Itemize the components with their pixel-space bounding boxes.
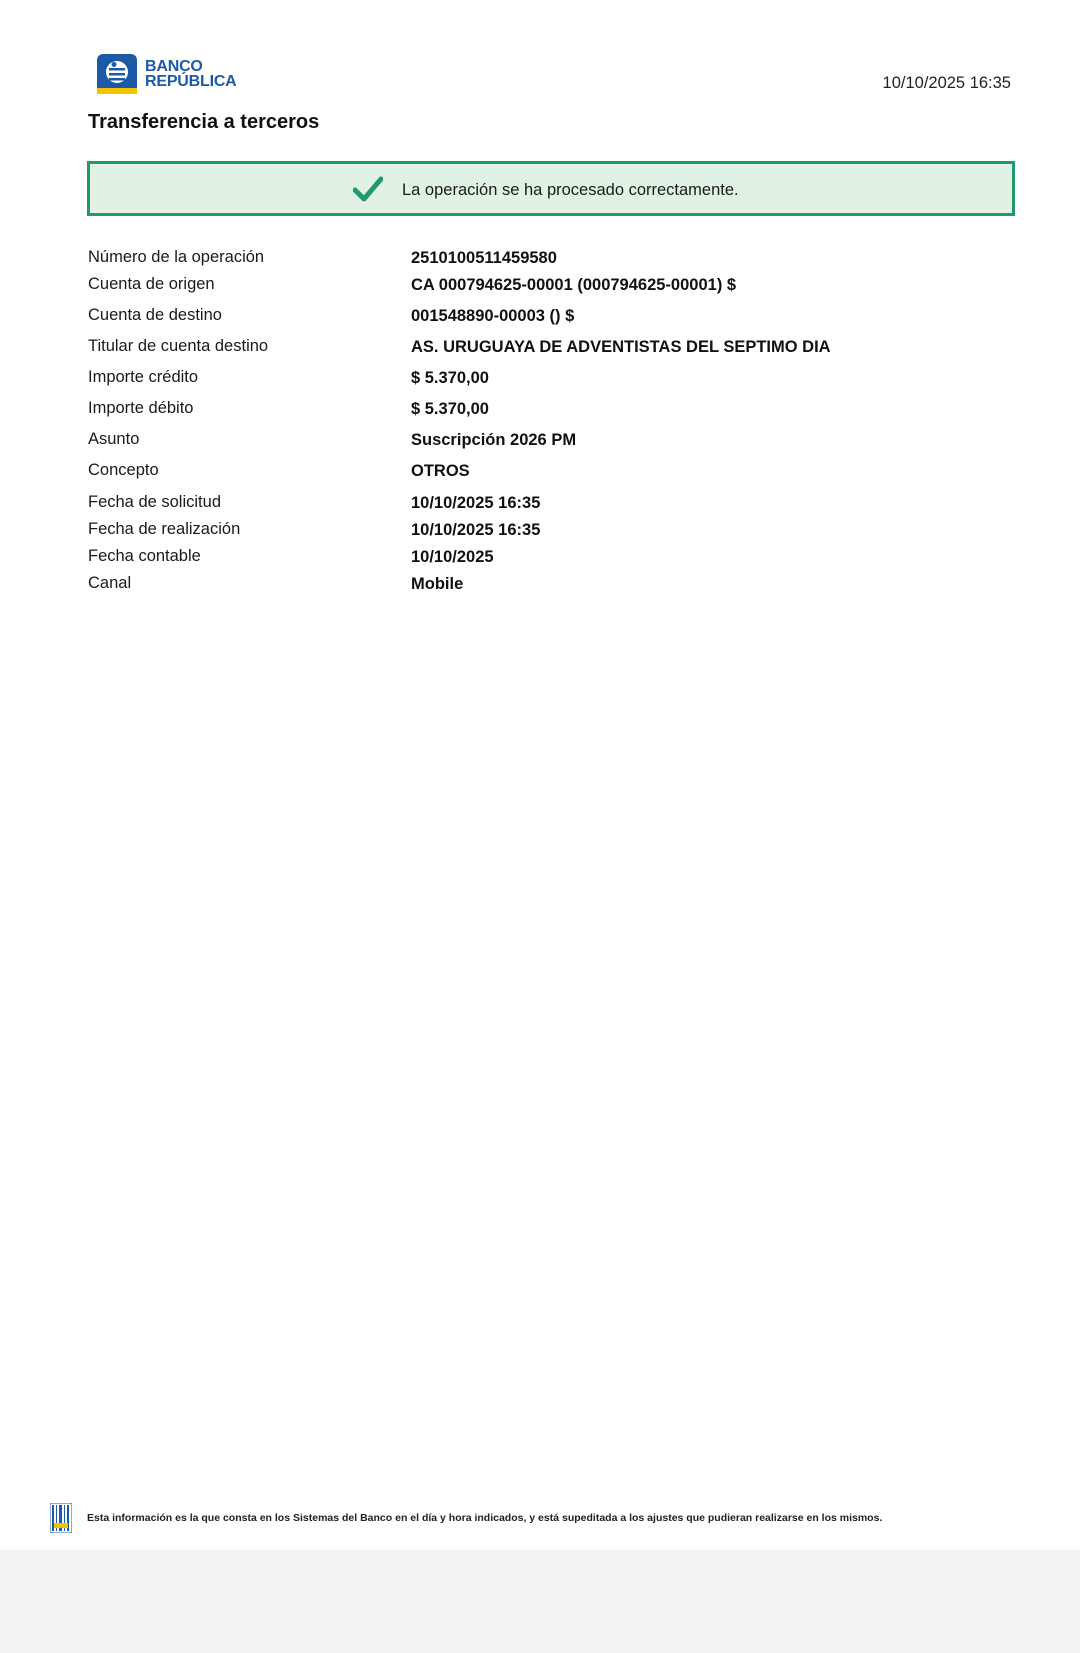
bank-logo [97,54,237,94]
detail-value: 10/10/2025 16:35 [411,521,541,539]
bank-name-line1: BANCO [145,58,203,75]
detail-label: Fecha de realización [88,520,241,538]
detail-value: Suscripción 2026 PM [411,431,577,449]
detail-value: $ 5.370,00 [411,369,489,387]
bank-name [145,59,237,89]
bottom-band [0,1550,1080,1653]
detail-label: Concepto [88,461,159,479]
success-banner [87,161,1015,216]
detail-row [88,520,988,544]
detail-value: $ 5.370,00 [411,400,489,418]
detail-value: AS. URUGUAYA DE ADVENTISTAS DEL SEPTIMO DIA [411,338,831,356]
detail-value: 2510100511459580 [411,249,557,267]
detail-label: Número de la operación [88,248,265,266]
bank-name-line2: REPÚBLICA [145,73,237,90]
detail-row [88,574,988,598]
detail-label: Fecha contable [88,547,201,565]
detail-value: 10/10/2025 16:35 [411,494,541,512]
detail-label: Cuenta de origen [88,275,215,293]
detail-row [88,337,988,361]
detail-label: Canal [88,574,132,592]
footer [50,1503,882,1533]
detail-row [88,368,988,392]
detail-value: 10/10/2025 [411,548,494,566]
detail-row [88,275,988,299]
detail-value: 001548890-00003 () $ [411,307,575,325]
detail-value: CA 000794625-00001 (000794625-00001) $ [411,276,737,294]
detail-label: Titular de cuenta destino [88,337,269,355]
detail-row [88,248,988,272]
detail-row [88,430,988,454]
detail-value: Mobile [411,575,464,593]
detail-label: Importe débito [88,399,194,417]
barcode-icon [50,1503,72,1533]
checkmark-icon [353,175,383,203]
success-message: La operación se ha procesado correctamente. [402,181,739,199]
detail-value: OTROS [411,462,470,480]
detail-row [88,547,988,571]
detail-label: Cuenta de destino [88,306,222,324]
detail-label: Importe crédito [88,368,199,386]
detail-row [88,399,988,423]
detail-row [88,461,988,485]
footer-disclaimer: Esta información es la que consta en los Sistemas del Banco en el día y hora indicados, y está supeditada a los ajustes que pudieran realizarse en los mismos. [87,1512,883,1524]
page-title: Transferencia a terceros [88,111,320,133]
bank-shield-icon [97,54,137,94]
issue-datetime: 10/10/2025 16:35 [882,74,1011,92]
detail-label: Asunto [88,430,140,448]
detail-row [88,306,988,330]
detail-label: Fecha de solicitud [88,493,221,511]
detail-row [88,493,988,517]
